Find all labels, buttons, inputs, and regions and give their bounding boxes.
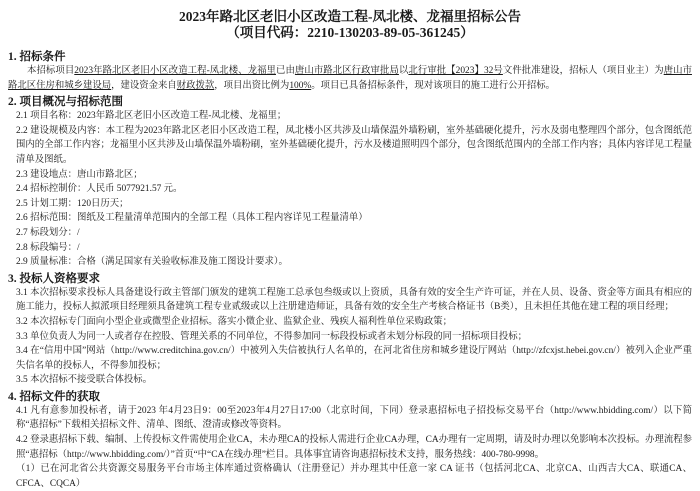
funding-source-underlined: 财政拨款	[176, 80, 215, 91]
overview-item-section-number: 2.8 标段编号：/	[16, 242, 80, 253]
overview-item-duration: 2.5 计划工期：120日历天；	[16, 198, 129, 209]
section-heading-bidding-conditions: 1. 招标条件	[8, 51, 66, 63]
project-code: （项目代码：2210-130203-89-05-361245）	[226, 25, 474, 40]
documents-item-3: （1）已在河北省公共资源交易服务平台市场主体库通过资格确认（注册登记）并办理其中任意一家 CA 证书（包括河北CA、北京CA、山西吉大CA、联通CA、CFCA、CQCA）	[16, 464, 692, 489]
bidding-conditions-paragraph	[8, 64, 692, 93]
tenderer-underlined: 唐山市路北区住房和城乡建设局	[8, 66, 692, 91]
overview-item-name: 2.1 项目名称：2023年路北区老旧小区改造工程-凤北楼、龙福里；	[16, 111, 287, 122]
qualification-item-1: 3.1 本次招标要求投标人具备建设行政主管部门颁发的建筑工程施工总承包叁级或以上资质，具备有效的安全生产许可证，并在人员、设备、资金等方面具有相应的施工能力，投标人拟派项目经理须具备建筑工程专业贰级或以上注册建造师证，具备有效的安全生产考核合格证书（B类），且未担任其他在建工程的项目经理；	[16, 287, 692, 313]
text-fragment: ，建设资金来自	[111, 80, 177, 91]
section-heading-project-overview: 2. 项目概况与招标范围	[8, 96, 123, 109]
text-fragment: 文件批准建设，招标人（项目业主）为	[502, 66, 664, 76]
overview-item-control-price: 2.4 招标控制价：人民币 5077921.57 元。	[16, 184, 183, 195]
documents-item-2: 4.2 登录惠招标下载、编制、上传投标文件需使用企业CA，未办理CA的投标人需进行企业CA办理，CA办理有一定周期，请及时办理以免影响本次投标。办理流程参照“惠招标（http://www.hbidding.com/）”首页“中“CA在线办理”栏目。具体事宜请咨询惠招标技术支持，服务热线：400-780-9998。	[16, 435, 692, 460]
approval-document-underlined: 北行审批【2023】32号	[408, 66, 503, 76]
text-fragment: 本招标项目	[27, 66, 75, 76]
text-fragment: 已由	[275, 66, 295, 76]
qualification-item-2: 3.2 本次招标专门面向小型企业或微型企业招标。落实小微企业、监狱企业、残疾人福利性单位采购政策；	[16, 316, 452, 327]
funding-ratio-underlined: 100%	[289, 80, 312, 91]
section-heading-qualification: 3. 投标人资格要求	[8, 272, 100, 285]
qualification-item-4: 3.4 在“信用中国”网站（http://www.creditchina.gov.cn/）中被列入失信被执行人名单的，在河北省住房和城乡建设厅网站（http://zfcxjst.hebei.gov.cn/）被列入企业严重失信名单的投标人，不得参加投标；	[16, 346, 692, 371]
approval-authority-underlined: 唐山市路北区行政审批局	[294, 66, 399, 76]
text-fragment: 。项目已具备招标条件，现对该项目的施工进行公开招标。	[311, 80, 555, 91]
overview-item-section-division: 2.7 标段划分：/	[16, 227, 80, 238]
text-fragment: 以	[398, 66, 409, 76]
overview-item-quality: 2.9 质量标准：合格（满足国家有关验收标准及施工图设计要求）。	[16, 257, 288, 268]
documents-item-1: 4.1 凡有意参加投标者，请于2023 年4月23日9：00至2023年4月27日17:00（北京时间，下同）登录惠招标电子招投标交易平台（http://www.hbidding.com/）以下简称“惠招标”下载相关招标文件、清单、图纸、澄清或修改等资料。	[16, 405, 692, 431]
section-heading-documents: 4. 招标文件的获取	[8, 390, 100, 403]
text-fragment: ，项目出资比例为	[214, 80, 290, 91]
overview-item-scale: 2.2 建设规模及内容：本工程为2023年路北区老旧小区改造工程，凤北楼小区共涉及山墙保温外墙粉刷，室外基础硬化提升，污水及弱电整理四个部分，包含图纸范围内的全部工作内容；龙福里小区共涉及山墙保温外墙粉刷，室外基础硬化提升，污水及楼道照明四个部分，包含图纸范围内的全部工作内容；具体内容详见工程量清单及图纸。	[16, 125, 692, 165]
qualification-item-3: 3.3 单位负责人为同一人或者存在控股、管理关系的不同单位，不得参加同一标段投标或者未划分标段的同一招标项目投标；	[16, 331, 527, 342]
overview-item-location: 2.3 建设地点：唐山市路北区；	[16, 169, 143, 180]
overview-item-scope: 2.6 招标范围：图纸及工程量清单范围内的全部工程（具体工程内容详见工程量清单）	[16, 213, 368, 224]
qualification-item-5: 3.5 本次招标不接受联合体投标。	[16, 375, 152, 386]
project-name-underlined: 2023年路北区老旧小区改造工程-凤北楼、龙福里	[74, 66, 276, 76]
page-title: 2023年路北区老旧小区改造工程-凤北楼、龙福里招标公告	[179, 9, 521, 24]
